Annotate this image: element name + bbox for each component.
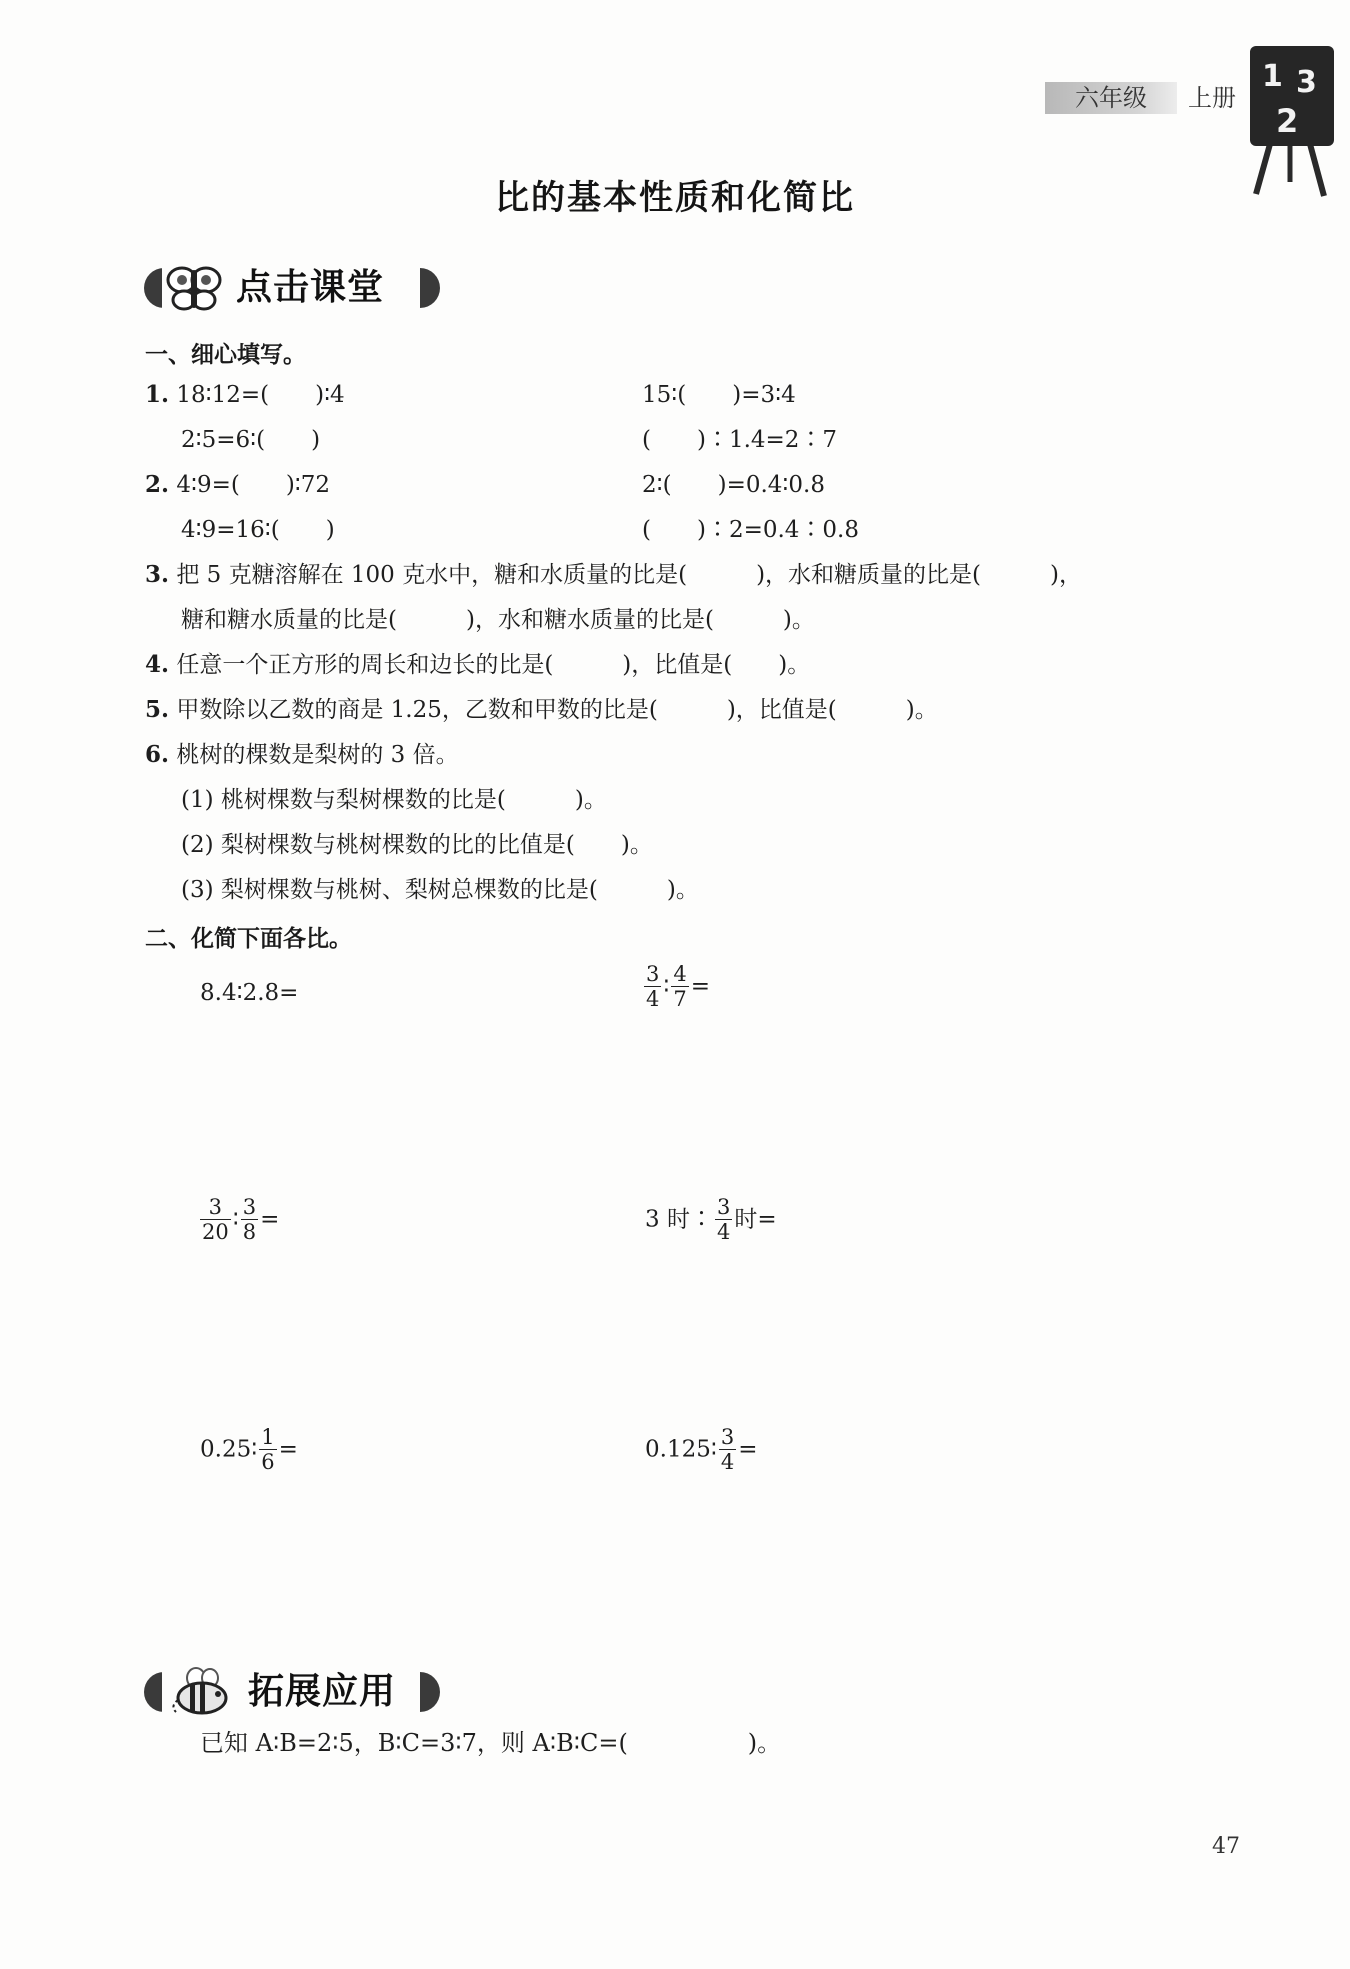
simplify-expr-6: 0.125∶ $\frac{3}{4}$ = — [645, 1425, 758, 1474]
banner-classroom-text: 点击课堂 — [236, 267, 385, 308]
simplify-expr-5: 0.25∶ $\frac{1}{6}$ = — [200, 1425, 298, 1474]
simplify-expr-1: 8.4∶2.8= — [200, 980, 299, 1006]
logo-digit-2: 2 — [1276, 102, 1299, 140]
q6-sub3: (3) 梨树棵数与桃树、梨树总棵数的比是( )。 — [181, 877, 699, 903]
extension-question: 已知 A∶B=2∶5，B∶C=3∶7，则 A∶B∶C=( )。 — [200, 1729, 782, 1757]
butterfly-icon — [164, 262, 224, 314]
volume-label: 上册 — [1188, 84, 1236, 112]
simplify-expr-3: $\frac{3}{20}$ ∶ $\frac{3}{8}$ = — [202, 1195, 280, 1244]
banner-extension — [144, 1666, 444, 1718]
q1-row2-left: 2∶5=6∶( ) — [181, 427, 321, 453]
q6-sub1: (1) 桃树棵数与梨树棵数的比是( )。 — [181, 787, 607, 813]
q1-row2-right: ( )∶1.4=2∶7 — [642, 427, 838, 453]
section-simplify-heading: 二、化简下面各比。 — [145, 926, 352, 952]
logo-digit-3: 3 — [1296, 65, 1317, 100]
q3-line2: 糖和糖水质量的比是( )，水和糖水质量的比是( )。 — [181, 607, 815, 633]
page-title: 比的基本性质和化简比 — [495, 178, 855, 218]
q5-text: 5. 甲数除以乙数的商是 1.25，乙数和甲数的比是( )，比值是( )。 — [145, 696, 938, 723]
q1-row1-left: 1. 18∶12=( )∶4 — [145, 381, 345, 408]
q2-row1-right: 2∶( )=0.4∶0.8 — [642, 472, 825, 498]
q1-row1-right: 15∶( )=3∶4 — [642, 382, 796, 408]
q3-line1: 3. 把 5 克糖溶解在 100 克水中，糖和水质量的比是( )，水和糖质量的比是( )， — [145, 561, 1082, 588]
q2-row2-right: ( )∶2=0.4∶0.8 — [642, 517, 860, 543]
grade-label: 六年级 — [1045, 82, 1177, 114]
banner-classroom — [144, 262, 444, 314]
q2-row1-left: 2. 4∶9=( )∶72 — [145, 471, 331, 498]
section-fill-heading: 一、细心填写。 — [145, 342, 306, 368]
q6-text: 6. 桃树的棵数是梨树的 3 倍。 — [145, 741, 459, 768]
logo-digit-1: 1 — [1262, 59, 1283, 94]
simplify-expr-4: 3 时∶ $\frac{3}{4}$ 时= — [645, 1195, 777, 1244]
simplify-expr-2: $\frac{3}{4}$ ∶ $\frac{4}{7}$ = — [646, 962, 711, 1011]
banner-extension-text: 拓展应用 — [248, 1671, 397, 1712]
q4-text: 4. 任意一个正方形的周长和边长的比是( )，比值是( )。 — [145, 651, 811, 678]
bee-icon — [166, 1666, 232, 1718]
page-number: 47 — [1212, 1834, 1240, 1859]
q6-sub2: (2) 梨树棵数与桃树棵数的比的比值是( )。 — [181, 832, 653, 858]
q2-row2-left: 4∶9=16∶( ) — [181, 517, 335, 543]
